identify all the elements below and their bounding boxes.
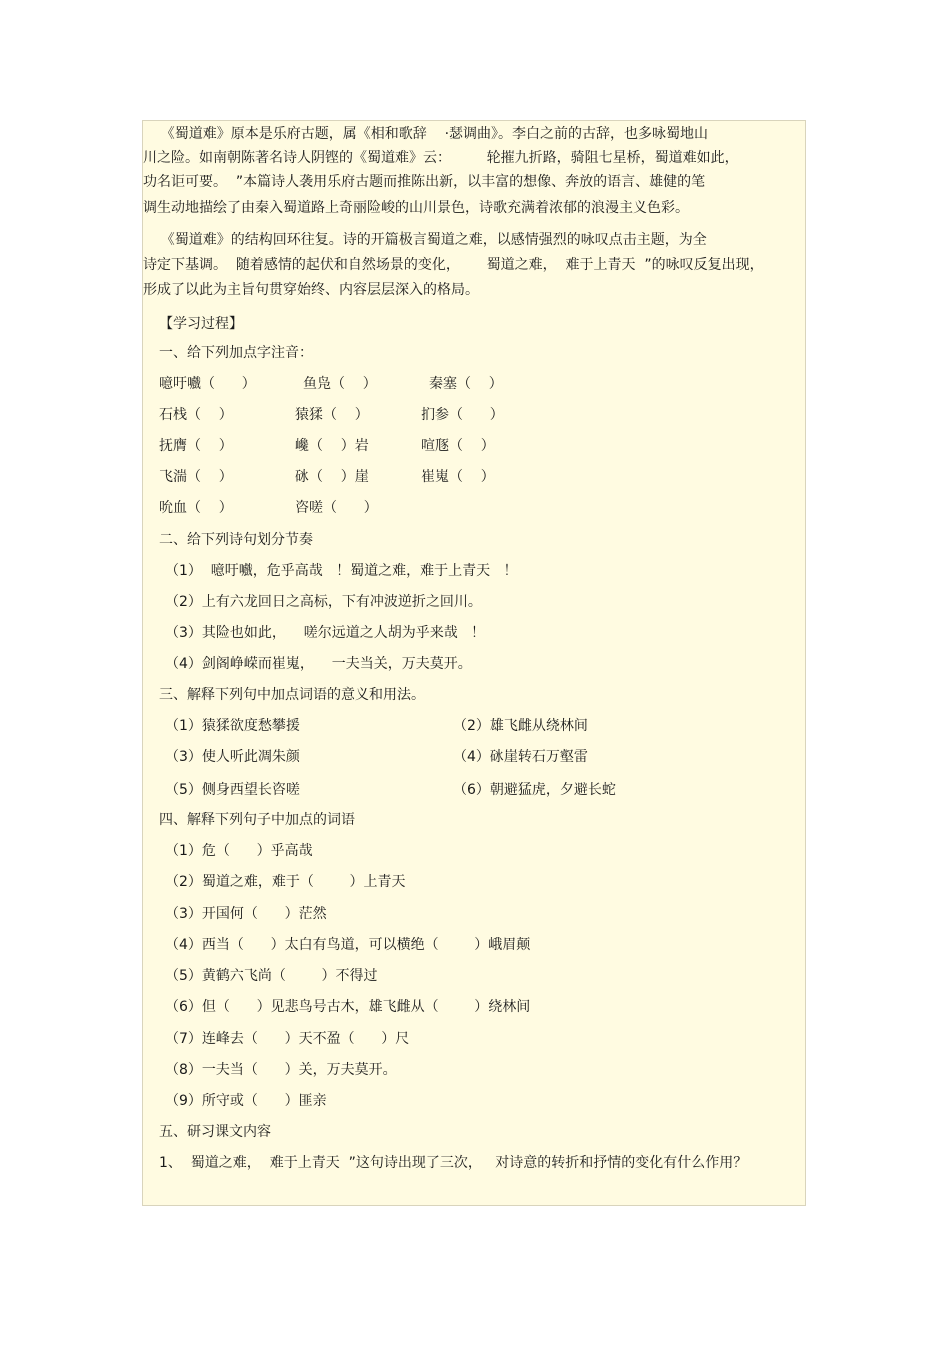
section-3-title: 三、解释下列句中加点词语的意义和用法。 [159, 687, 425, 703]
meaning-item-5: （5）侧身西望长咨嗟 [165, 782, 300, 798]
word-item-8: （8）一夫当（ ）关，万夫莫开。 [165, 1062, 397, 1078]
intro-p2-line-2: 诗定下基调。 随着感情的起伏和自然场景的变化， 蜀道之难， 难于上青天 ”的咏叹反复出现， [143, 257, 764, 273]
word-item-4: （4）西当（ ）太白有鸟道，可以横绝（ ）峨眉颠 [165, 937, 531, 953]
phonetic-item: 吮血（ ） [159, 500, 233, 516]
rhythm-item-1: （1） 噫吁嚱，危乎高哉 ！蜀道之难，难于上青天 ！ [165, 563, 518, 579]
study-question-1: 1、 蜀道之难， 难于上青天 ”这句诗出现了三次， 对诗意的转折和抒情的变化有什么作用？ [159, 1155, 748, 1171]
phonetic-item: 飞湍（ ） [159, 469, 233, 485]
meaning-item-2: （2）雄飞雌从绕林间 [453, 718, 588, 734]
section-1-title: 一、给下列加点字注音： [159, 345, 313, 361]
phonetic-item: 抚膺（ ） [159, 438, 233, 454]
worksheet-page [142, 120, 806, 1206]
section-5-title: 五、研习课文内容 [159, 1124, 271, 1140]
intro-p1-line-4: 调生动地描绘了由秦入蜀道路上奇丽险峻的山川景色，诗歌充满着浓郁的浪漫主义色彩。 [143, 200, 689, 216]
rhythm-item-4: （4）剑阁峥嵘而崔嵬， 一夫当关，万夫莫开。 [165, 656, 472, 672]
rhythm-item-3: （3）其险也如此， 嗟尔远道之人胡为乎来哉 ！ [165, 625, 486, 641]
word-item-6: （6）但（ ）见悲鸟号古木，雄飞雌从（ ）绕林间 [165, 999, 531, 1015]
section-4-title: 四、解释下列句子中加点的词语 [159, 812, 355, 828]
phonetic-item: 噫吁嚱（ ） [159, 376, 256, 392]
meaning-item-1: （1）猿猱欲度愁攀援 [165, 718, 300, 734]
section-2-title: 二、给下列诗句划分节奏 [159, 532, 313, 548]
word-item-7: （7）连峰去（ ）天不盈（ ）尺 [165, 1031, 410, 1047]
phonetic-item: 石栈（ ） [159, 407, 233, 423]
phonetic-item: 巉（ ）岩 [295, 438, 369, 454]
intro-p2-line-3: 形成了以此为主旨句贯穿始终、内容层层深入的格局。 [143, 282, 479, 298]
phonetic-item: 秦塞（ ） [429, 376, 503, 392]
word-item-1: （1）危（ ）乎高哉 [165, 843, 313, 859]
phonetic-item: 猿猱（ ） [295, 407, 369, 423]
intro-p2-line-1: 《蜀道难》的结构回环往复。诗的开篇极言蜀道之难，以感情强烈的咏叹点击主题，为全 [143, 232, 707, 248]
phonetic-item: 鱼凫（ ） [303, 376, 377, 392]
phonetic-item: 砯（ ）崖 [295, 469, 369, 485]
word-item-5: （5）黄鹤六飞尚（ ）不得过 [165, 968, 378, 984]
word-item-9: （9）所守或（ ）匪亲 [165, 1093, 327, 1109]
meaning-item-3: （3）使人听此凋朱颜 [165, 749, 300, 765]
intro-p1-line-1: 《蜀道难》原本是乐府古题，属《相和歌辞 ·瑟调曲》。李白之前的古辞，也多咏蜀地山 [143, 126, 709, 142]
phonetic-item: 崔嵬（ ） [421, 469, 495, 485]
phonetic-item: 咨嗟（ ） [295, 500, 378, 516]
phonetic-item: 喧豗（ ） [421, 438, 495, 454]
rhythm-item-2: （2）上有六龙回日之高标，下有冲波逆折之回川。 [165, 594, 482, 610]
intro-p1-line-3: 功名讵可要。 ”本篇诗人袭用乐府古题而推陈出新，以丰富的想像、奔放的语言、雄健的笔 [143, 174, 706, 190]
meaning-item-4: （4）砯崖转石万壑雷 [453, 749, 588, 765]
process-title: 【学习过程】 [159, 316, 243, 332]
intro-p1-line-2: 川之险。如南朝陈著名诗人阴铿的《蜀道难》云： 轮摧九折路，骑阻七星桥，蜀道难如此， [143, 150, 739, 166]
word-item-2: （2）蜀道之难，难于（ ）上青天 [165, 874, 406, 890]
meaning-item-6: （6）朝避猛虎，夕避长蛇 [453, 782, 616, 798]
word-item-3: （3）开国何（ ）茫然 [165, 906, 327, 922]
phonetic-item: 扪参（ ） [421, 407, 504, 423]
